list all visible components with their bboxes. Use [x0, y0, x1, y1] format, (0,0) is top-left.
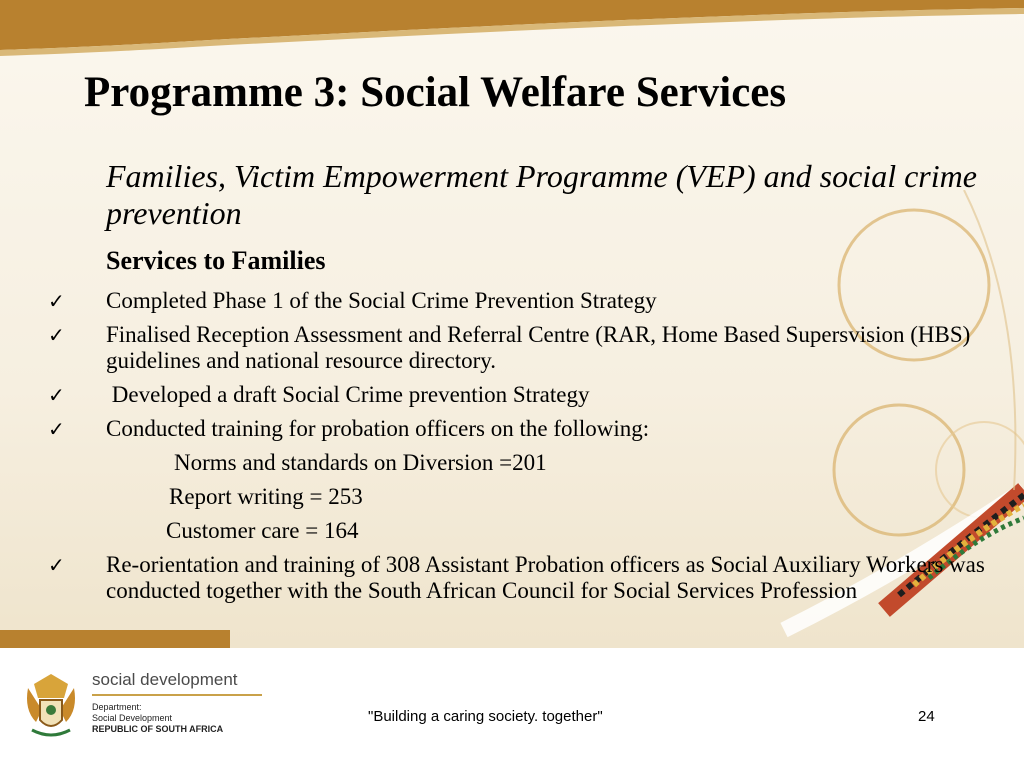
dept-line: Social Development [92, 713, 173, 723]
bullet-list [0, 288, 1000, 612]
checkmark-icon: ✓ [48, 323, 65, 347]
bullet-item [0, 416, 1000, 442]
checkmark-icon: ✓ [48, 553, 65, 577]
section-heading: Services to Families [106, 246, 326, 275]
bottom-accent-strip [0, 630, 230, 648]
bullet-item [0, 552, 1000, 604]
bullet-text: Finalised Reception Assessment and Referral Centre (RAR, Home Based Supersvision (HBS) guidelines and national resource directory. [106, 322, 971, 373]
department-text [92, 702, 223, 735]
department-logo [22, 670, 282, 750]
bullet-text: Completed Phase 1 of the Social Crime Prevention Strategy [106, 288, 657, 313]
checkmark-icon: ✓ [48, 383, 65, 407]
coat-of-arms-icon [22, 670, 80, 742]
slide-footer [0, 648, 1024, 768]
bullet-item [0, 382, 1000, 408]
sub-item: Report writing = 253 [169, 484, 363, 509]
dept-line: Department: [92, 702, 142, 712]
slide-title: Programme 3: Social Welfare Services [84, 69, 787, 116]
bullet-item [0, 322, 1000, 374]
sub-item: Norms and standards on Diversion =201 [174, 450, 547, 475]
bullet-text: Re-orientation and training of 308 Assistant Probation officers as Social Auxiliary Workers was conducted together with the South African Council for Social Services Profession [106, 552, 985, 603]
bullet-item [0, 288, 1000, 314]
footer-tagline: "Building a caring society. together" [368, 708, 603, 725]
top-decorative-banner [0, 0, 1024, 62]
bullet-text: Developed a draft Social Crime prevention Strategy [106, 382, 590, 407]
bullet-text: Conducted training for probation officers on the following: [106, 416, 650, 441]
page-number: 24 [918, 708, 935, 725]
brand-name: social development [92, 670, 238, 689]
brand-divider [92, 694, 262, 696]
sub-item: Customer care = 164 [166, 518, 359, 543]
slide-subtitle: Families, Victim Empowerment Programme (VEP) and social crime prevention [106, 158, 977, 231]
checkmark-icon: ✓ [48, 289, 65, 313]
dept-line: REPUBLIC OF SOUTH AFRICA [92, 724, 224, 734]
checkmark-icon: ✓ [48, 417, 65, 441]
